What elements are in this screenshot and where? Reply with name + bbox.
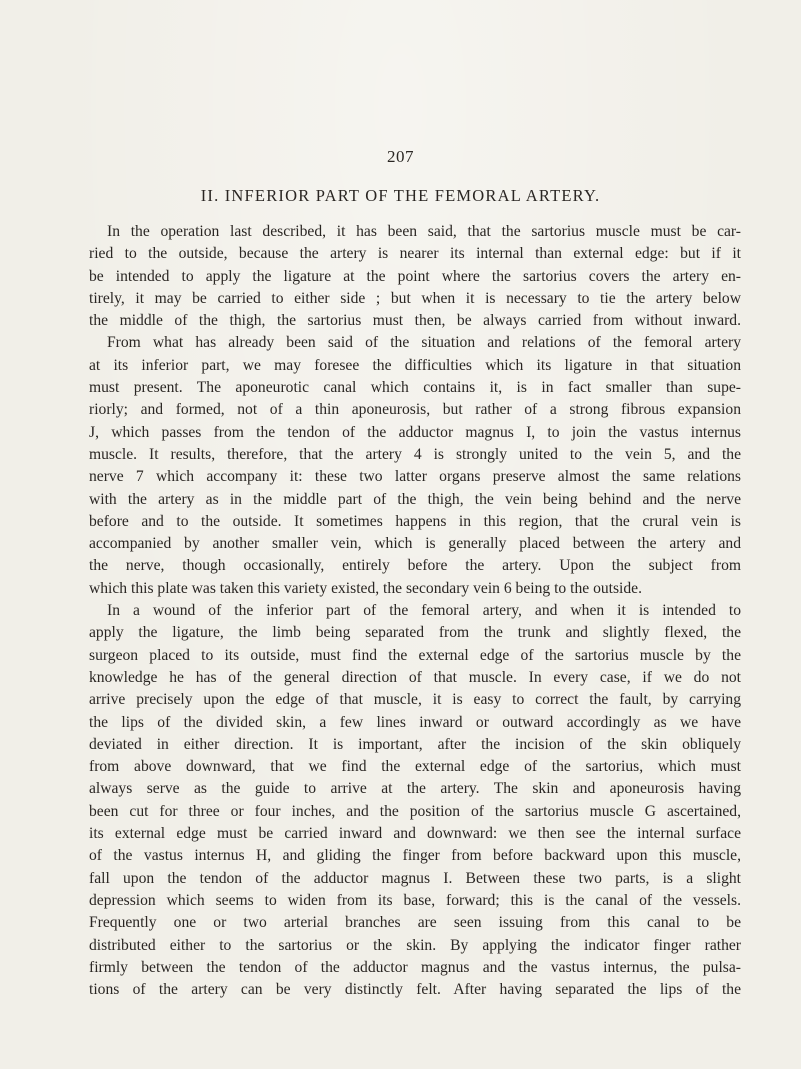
- text-line: before and to the outside. It sometimes happens in this region, that the crural vein is: [89, 512, 741, 530]
- text-line: tirely, it may be carried to either side ; but when it is necessary to tie the artery below: [89, 289, 741, 307]
- text-line: always serve as the guide to arrive at the artery. The skin and aponeurosis having: [89, 780, 741, 798]
- text-line: deviated in either direction. It is important, after the incision of the skin obliquely: [89, 735, 741, 753]
- text-line: knowledge he has of the general direction of that muscle. In every case, if we do not: [89, 668, 741, 686]
- text-line: J, which passes from the tendon of the adductor magnus I, to join the vastus internus: [89, 423, 741, 441]
- text-line: arrive precisely upon the edge of that muscle, it is easy to correct the fault, by carrying: [89, 691, 741, 709]
- text-line: the lips of the divided skin, a few lines inward or outward accordingly as we have: [89, 713, 741, 731]
- text-line: of the vastus internus H, and gliding the finger from before backward upon this muscle,: [89, 847, 741, 865]
- text-line: with the artery as in the middle part of the thigh, the vein being behind and the nerve: [89, 490, 741, 508]
- text-line: Frequently one or two arterial branches are seen issuing from this canal to be: [89, 914, 741, 932]
- text-line: apply the ligature, the limb being separated from the trunk and slightly flexed, the: [89, 624, 741, 642]
- text-line: from above downward, that we find the external edge of the sartorius, which must: [89, 758, 741, 776]
- text-line: riorly; and formed, not of a thin aponeurosis, but rather of a strong fibrous expansion: [89, 401, 741, 419]
- text-line: tions of the artery can be very distinctly felt. After having separated the lips of the: [89, 981, 741, 999]
- text-line: its external edge must be carried inward and downward: we then see the internal surface: [89, 825, 741, 843]
- text-line: at its inferior part, we may foresee the difficulties which its ligature in that situation: [89, 356, 741, 374]
- text-line: the nerve, though occasionally, entirely before the artery. Upon the subject from: [89, 557, 741, 575]
- text-line: In a wound of the inferior part of the femoral artery, and when it is intended to: [107, 602, 741, 620]
- text-line: the middle of the thigh, the sartorius must then, be always carried from without inward.: [89, 312, 741, 330]
- text-line: accompanied by another smaller vein, which is generally placed between the artery and: [89, 535, 741, 553]
- text-line: been cut for three or four inches, and the position of the sartorius muscle G ascertained,: [89, 802, 741, 820]
- text-line: In the operation last described, it has been said, that the sartorius muscle must be car-: [107, 223, 741, 240]
- page-number: 207: [387, 147, 414, 166]
- text-line: ried to the outside, because the artery is nearer its internal than external edge: but if it: [89, 245, 741, 263]
- text-line: nerve 7 which accompany it: these two latter organs preserve almost the same relations: [89, 468, 741, 486]
- section-heading: II. INFERIOR PART OF THE FEMORAL ARTERY.: [200, 186, 601, 205]
- text-line: From what has already been said of the situation and relations of the femoral artery: [107, 334, 741, 352]
- text-line: must present. The aponeurotic canal which contains it, is in fact smaller than supe-: [89, 379, 741, 397]
- text-line: firmly between the tendon of the adductor magnus and the vastus internus, the pulsa-: [89, 958, 741, 976]
- text-line: be intended to apply the ligature at the point where the sartorius covers the artery en-: [89, 267, 741, 285]
- text-line: fall upon the tendon of the adductor magnus I. Between these two parts, is a slight: [89, 869, 741, 887]
- text-line: distributed either to the sartorius or the skin. By applying the indicator finger rather: [89, 936, 741, 954]
- text-line: muscle. It results, therefore, that the artery 4 is strongly united to the vein 5, and the: [89, 445, 741, 463]
- text-line: which this plate was taken this variety existed, the secondary vein 6 being to the outside.: [89, 579, 643, 597]
- body-text: [89, 221, 741, 1001]
- text-line: surgeon placed to its outside, must find the external edge of the sartorius muscle by the: [89, 646, 741, 664]
- text-line: depression which seems to widen from its base, forward; this is the canal of the vessels.: [89, 891, 741, 909]
